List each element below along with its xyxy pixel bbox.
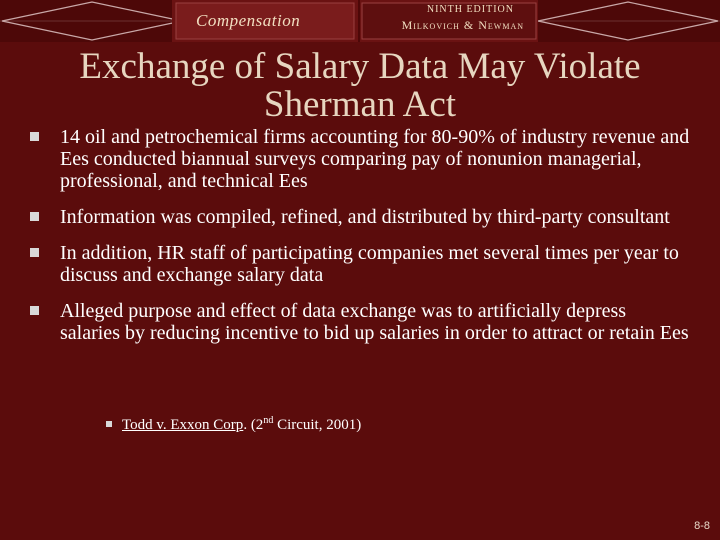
- square-bullet-icon: [30, 248, 39, 257]
- square-bullet-icon: [30, 306, 39, 315]
- banner-ornament: [0, 0, 720, 42]
- citation-rest: Circuit, 2001): [273, 417, 362, 433]
- slide-title-line-1: Exchange of Salary Data May Violate: [79, 46, 641, 87]
- bullet-item: [30, 126, 690, 192]
- bullet-text: Alleged purpose and effect of data exchange was to artificially depress salaries by reducing incentive to bid up salaries in order to attract or retain Ees: [60, 300, 689, 344]
- edition-label: NINTH EDITION: [426, 4, 514, 15]
- bullet-item: [30, 242, 690, 286]
- logo-title: Compensation: [196, 11, 301, 30]
- small-square-bullet-icon: [106, 421, 112, 427]
- citation-superscript: nd: [263, 415, 274, 426]
- bullet-text: In addition, HR staff of participating companies met several times per year to discuss and exchange salary data: [60, 242, 679, 286]
- bullet-list: [30, 126, 690, 358]
- case-name: Todd v. Exxon Corp: [122, 417, 244, 433]
- page-number: 8-8: [694, 520, 710, 532]
- square-bullet-icon: [30, 132, 39, 141]
- slide-title-line-2: Sherman Act: [263, 84, 457, 125]
- header-banner: [0, 0, 720, 42]
- bullet-item: [30, 206, 690, 228]
- square-bullet-icon: [30, 212, 39, 221]
- sub-bullet-citation: [106, 412, 361, 434]
- slide-title: [20, 48, 700, 124]
- citation-open: . (2: [243, 417, 264, 433]
- authors-label: Milkovich & Newman: [401, 18, 524, 32]
- bullet-text: 14 oil and petrochemical firms accounting for 80-90% of industry revenue and Ees conducted biannual surveys comparing pay of nonunion managerial, professional, and technical Ees: [60, 126, 690, 192]
- bullet-item: [30, 300, 690, 344]
- bullet-text: Information was compiled, refined, and distributed by third-party consultant: [60, 206, 670, 228]
